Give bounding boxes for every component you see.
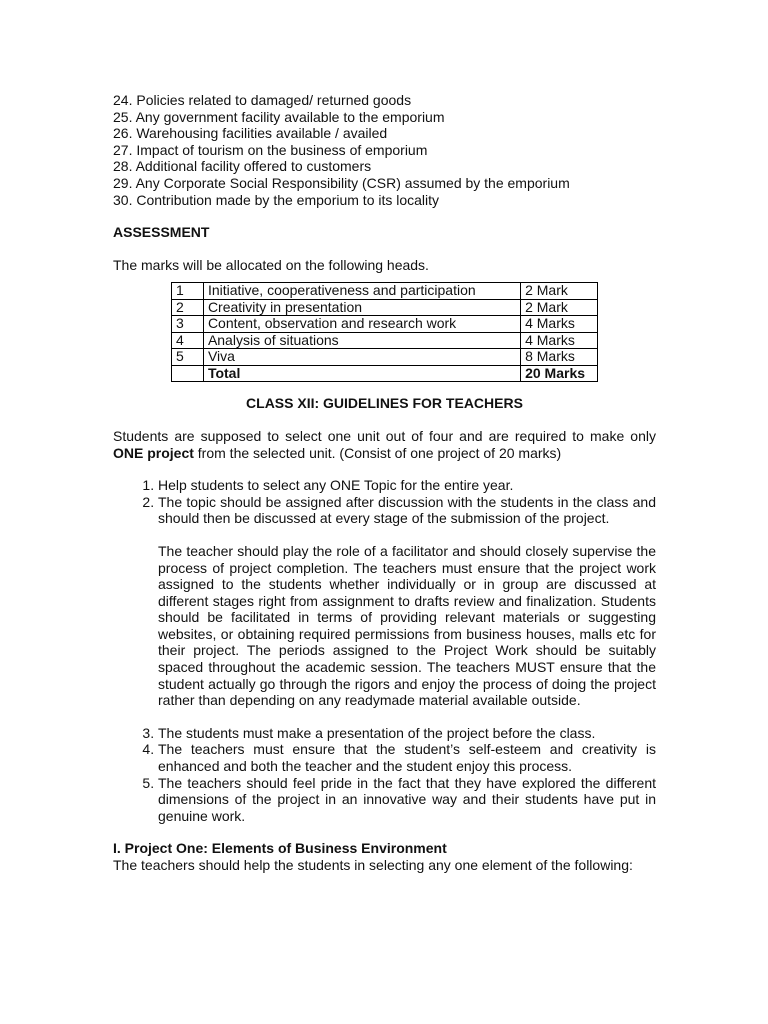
row-number-empty bbox=[172, 365, 204, 382]
marks-table bbox=[171, 282, 598, 382]
row-marks: 2 Mark bbox=[521, 299, 598, 316]
list-item: 4. The teachers must ensure that the student’s self-esteem and creativity is enhanced and both the teacher and the student enjoy this process. bbox=[158, 741, 656, 774]
list-item: 24. Policies related to damaged/ returned goods bbox=[113, 92, 412, 108]
list-item: 2. The topic should be assigned after discussion with the students in the class and should then be discussed at every stage of the submission of the project. bbox=[158, 494, 656, 527]
row-number: 1 bbox=[172, 283, 204, 300]
list-item: 27. Impact of tourism on the business of emporium bbox=[113, 141, 428, 158]
project-one-text: The teachers should help the students in selecting any one element of the following: bbox=[113, 857, 633, 873]
row-number: 4 bbox=[172, 332, 204, 349]
class-xii-intro bbox=[113, 428, 656, 461]
total-marks: 20 Marks bbox=[521, 365, 598, 382]
row-head: Content, observation and research work bbox=[203, 316, 520, 333]
row-head: Analysis of situations bbox=[203, 332, 520, 349]
list-item: 25. Any government facility available to the emporium bbox=[113, 108, 445, 125]
row-marks: 2 Mark bbox=[521, 283, 598, 300]
list-item: 1. Help students to select any ONE Topic for the entire year. bbox=[158, 477, 656, 494]
list-item: 5. The teachers should feel pride in the fact that they have explored the different dimensions of the project in an innovative way and their students have put in genuine work. bbox=[158, 775, 656, 825]
guidelines-list-a bbox=[113, 477, 656, 527]
assessment-intro: The marks will be allocated on the following heads. bbox=[113, 256, 429, 273]
list-item: 30. Contribution made by the emporium to its locality bbox=[113, 191, 440, 208]
list-item: 29. Any Corporate Social Responsibility (CSR) assumed by the emporium bbox=[113, 174, 570, 191]
list-item: 28. Additional facility offered to customers bbox=[113, 158, 372, 175]
intro-bold: ONE project bbox=[113, 444, 194, 461]
assessment-heading: ASSESSMENT bbox=[113, 224, 210, 241]
row-number: 5 bbox=[172, 349, 204, 366]
class-xii-heading: CLASS XII: GUIDELINES FOR TEACHERS bbox=[246, 395, 523, 412]
table-row bbox=[172, 316, 598, 333]
total-label: Total bbox=[203, 365, 520, 382]
total-row bbox=[172, 365, 598, 382]
row-number: 3 bbox=[172, 316, 204, 333]
guidelines-list-b bbox=[113, 725, 656, 825]
table-row bbox=[172, 332, 598, 349]
intro-text-end: from the selected unit. (Consist of one project of 20 marks) bbox=[193, 444, 562, 461]
row-head: Initiative, cooperativeness and participation bbox=[203, 283, 520, 300]
project-one-heading: I. Project One: Elements of Business Environment bbox=[113, 840, 447, 857]
row-number: 2 bbox=[172, 299, 204, 316]
document-page bbox=[113, 92, 656, 874]
emporium-topic-list bbox=[113, 92, 656, 208]
table-row bbox=[172, 283, 598, 300]
list-item: 26. Warehousing facilities available / availed bbox=[113, 125, 388, 142]
row-marks: 4 Marks bbox=[521, 316, 598, 333]
table-row bbox=[172, 299, 598, 316]
row-marks: 8 Marks bbox=[521, 349, 598, 366]
row-head: Creativity in presentation bbox=[203, 299, 520, 316]
row-marks: 4 Marks bbox=[521, 332, 598, 349]
row-head: Viva bbox=[203, 349, 520, 366]
list-item: 3. The students must make a presentation of the project before the class. bbox=[158, 725, 656, 742]
facilitator-paragraph: The teacher should play the role of a facilitator and should closely supervise the process of project completion. The teachers must ensure that the project work assigned to the students whether individually or in group are discussed at different stages right from assignment to drafts review and finalization. Students should be facilitated in terms of providing relevant materials or suggesting websites, or obtaining required permissions from business houses, malls etc for their project. The periods assigned to the Project Work should be suitably spaced throughout the academic session. The teachers MUST ensure that the student actually go through the rigors and enjoy the process of doing the project rather than depending on any readymade material available outside. bbox=[158, 542, 656, 709]
intro-text: Students are supposed to select one unit out of four and are required to make only bbox=[113, 427, 656, 444]
table-row bbox=[172, 349, 598, 366]
